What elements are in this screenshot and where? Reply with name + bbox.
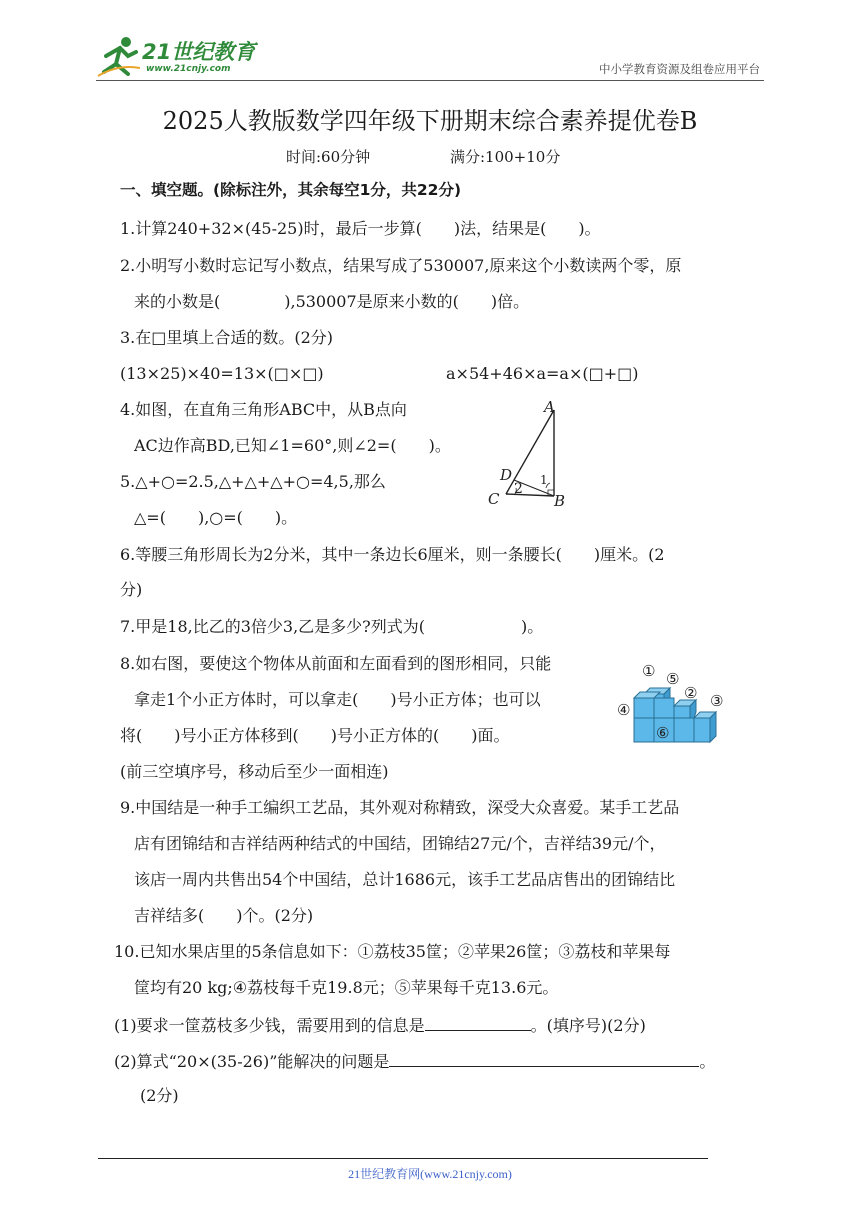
question-5-line-2: △=( ),○=( )。 [134, 508, 298, 527]
cube-5-label: ⑤ [666, 670, 680, 688]
answer-blank-2[interactable] [389, 1050, 699, 1067]
angle-1-label: 1 [540, 473, 548, 487]
footer-text: 21世纪教育网(www.21cnjy.com) [348, 1167, 512, 1181]
exam-score: 满分:100+10分 [450, 148, 561, 166]
question-3-line-1: 3.在□里填上合适的数。(2分) [120, 328, 334, 347]
question-9-line-1: 9.中国结是一种手工编织工艺品，其外观对称精致，深受大众喜爱。某手工艺品 [120, 798, 680, 817]
vertex-c-label: C [488, 490, 500, 508]
cubes-figure [616, 658, 730, 748]
question-1: 1.计算240+32×(45-25)时，最后一步算( )法，结果是( )。 [120, 219, 601, 238]
question-2-line-1: 2.小明写小数时忘记写小数点，结果写成了530007,原来这个小数读两个零，原 [120, 256, 682, 275]
question-5-line-1: 5.△+○=2.5,△+△+△+○=4,5,那么 [120, 472, 386, 491]
logo-runner-icon [96, 34, 140, 78]
cube-1-label: ① [642, 662, 656, 680]
cube-3-label: ③ [710, 692, 724, 710]
cube-4-label: ④ [617, 701, 631, 719]
cube-6-label: ⑥ [656, 724, 670, 742]
angle-2-label: 2 [514, 481, 523, 497]
question-10-part-1 [114, 1014, 646, 1036]
question-9-line-2: 店有团锦结和吉祥结两种结式的中国结，团锦结27元/个，吉祥结39元/个， [134, 834, 666, 853]
question-4-line-1: 4.如图，在直角三角形ABC中，从B点向 [120, 400, 407, 419]
right-triangle-figure [484, 396, 580, 512]
question-8-line-4: (前三空填序号，移动后至少一面相连) [120, 762, 389, 781]
question-10-part-2 [114, 1050, 715, 1072]
page-title: 2025人教版数学四年级下册期末综合素养提优卷B [162, 107, 698, 135]
header-platform-text: 中小学教育资源及组卷应用平台 [599, 62, 760, 76]
question-10-line-1: 10.已知水果店里的5条信息如下：①荔枝35筐；②苹果26筐；③荔枝和苹果每 [114, 942, 671, 961]
header-divider [96, 80, 764, 81]
footer-divider [98, 1158, 708, 1159]
cube-2-label: ② [684, 684, 698, 702]
question-6-line-1: 6.等腰三角形周长为2分米，其中一条边长6厘米，则一条腰长( )厘米。(2 [120, 545, 665, 564]
question-8-line-2: 拿走1个小正方体时，可以拿走( )号小正方体；也可以 [134, 690, 541, 709]
question-3-expr-a: (13×25)×40=13×(□×□) [120, 364, 324, 383]
section-heading: 一、填空题。(除标注外，其余每空1分，共22分) [120, 181, 462, 199]
vertex-a-label: A [544, 398, 555, 416]
logo-text: 21世纪教育 [142, 40, 256, 64]
question-9-line-4: 吉祥结多( )个。(2分) [134, 906, 314, 925]
answer-blank-1[interactable] [425, 1014, 531, 1031]
question-10-line-2: 筐均有20 kg;④荔枝每千克19.8元；⑤苹果每千克13.6元。 [134, 978, 559, 997]
question-10-part-2-points: (2分) [140, 1086, 179, 1105]
question-2-line-2: 来的小数是( ),530007是原来小数的( )倍。 [134, 292, 530, 311]
question-7: 7.甲是18,比乙的3倍少3,乙是多少?列式为( )。 [120, 617, 544, 636]
question-10-part-1-text: (1)要求一筐荔枝多少钱，需要用到的信息是 [114, 1016, 425, 1035]
logo-url: www.21cnjy.com [146, 64, 231, 74]
exam-time: 时间:60分钟 [286, 148, 371, 166]
question-8-line-1: 8.如右图，要使这个物体从前面和左面看到的图形相同，只能 [120, 654, 552, 673]
question-10-part-2-suffix: 。 [699, 1052, 716, 1071]
vertex-d-label: D [500, 466, 513, 484]
question-4-line-2: AC边作高BD,已知∠1=60°,则∠2=( )。 [134, 436, 451, 455]
vertex-b-label: B [554, 492, 566, 510]
question-10-part-2-text: (2)算式“20×(35-26)”能解决的问题是 [114, 1052, 390, 1071]
question-6-line-2: 分) [120, 580, 143, 599]
question-8-line-3: 将( )号小正方体移到( )号小正方体的( )面。 [120, 726, 510, 745]
question-9-line-3: 该店一周内共售出54个中国结，总计1686元，该手工艺品店售出的团锦结比 [134, 870, 676, 889]
question-10-part-1-suffix: 。(填序号)(2分) [530, 1016, 646, 1035]
question-3-expr-b: a×54+46×a=a×(□+□) [446, 364, 639, 383]
